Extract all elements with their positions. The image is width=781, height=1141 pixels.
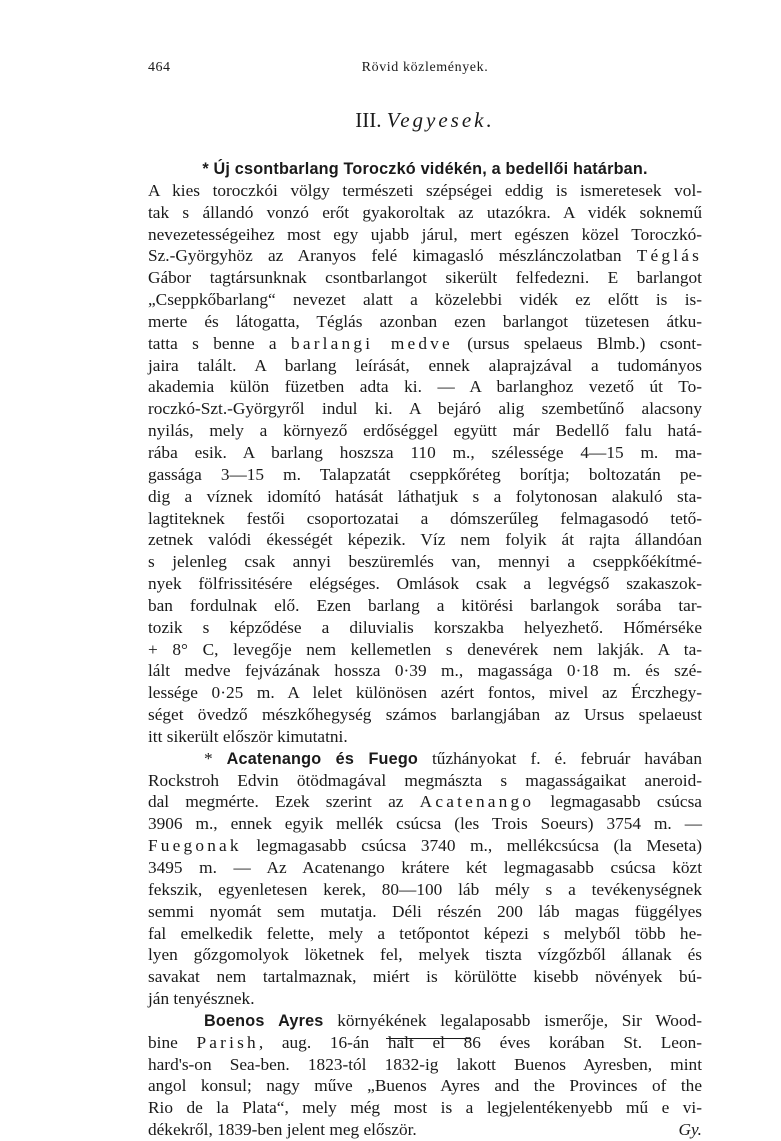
text-run: A kies toroczkói völgy természeti szépségei eddig is ismeretesek vol- xyxy=(148,180,702,200)
section-number: III. xyxy=(355,108,382,132)
text-line xyxy=(148,857,702,879)
text-run: akademia külön füzetben adta ki. — A barlanghoz vezető út To- xyxy=(148,377,702,397)
text-line xyxy=(148,1097,702,1119)
emphasized-text: Fuegonak xyxy=(148,836,242,856)
text-line xyxy=(148,508,702,530)
text-line xyxy=(148,813,702,835)
text-run: s jelenleg csak annyi beszüremlés van, mennyi a cseppkőékítmé- xyxy=(148,552,702,572)
text-line xyxy=(148,944,702,966)
text-line xyxy=(148,551,702,573)
text-line xyxy=(148,355,702,377)
emphasized-text: Parish xyxy=(196,1032,259,1052)
text-run: 3495 m. — Az Acatenango krátere két legmagasabb csúcsa közt xyxy=(148,858,702,877)
text-line xyxy=(148,726,702,748)
text-run: legmagasabb csúcsa 3740 m., mellékcsúcsa (la Meseta) xyxy=(241,836,702,856)
text-line xyxy=(148,901,702,923)
text-line xyxy=(148,835,702,857)
text-line xyxy=(148,311,702,333)
emphasized-text: Téglás xyxy=(636,246,702,266)
bold-heading-text: Acatenango és Fuego xyxy=(226,749,418,768)
text-line xyxy=(148,442,702,464)
text-run: merte és látogatta, Téglás azonban ezen barlangot tüzetesen átku- xyxy=(148,311,702,331)
text-run: séget övedző mészkőhegység számos barlangjában az Ursus spelaeust xyxy=(148,705,702,725)
text-run: tűzhányokat f. é. február havában xyxy=(418,748,702,768)
text-run: tozik s képződése a diluvialis korszakba helyezhető. Hőmérséke xyxy=(148,617,702,637)
text-run: nevezetességeihez most egy ujabb járul, mert egészen közel Toroczkó- xyxy=(148,224,702,244)
end-rule xyxy=(386,1038,470,1039)
text-run: * xyxy=(204,748,227,768)
text-run: nyilás, mely a környező erdőséggel együtt már Bedellő falu hatá- xyxy=(148,421,702,441)
text-line xyxy=(148,1054,702,1076)
text-line xyxy=(148,464,702,486)
text-line xyxy=(148,966,702,988)
text-run: fal emelkedik felette, mely a tetőpontot képezi s melyből több he- xyxy=(148,923,702,943)
text-line xyxy=(148,486,702,508)
text-run: savakat nem tartalmaznak, miért is körülötte kisebb növények bú- xyxy=(148,967,702,987)
article-body xyxy=(148,158,702,1141)
bold-heading-text: * Új csontbarlang Toroczkó vidékén, a bedellői határban. xyxy=(202,160,648,178)
text-run: , aug. 16-án halt el 86 éves korában St. Leon- xyxy=(258,1032,702,1052)
text-run: Rio de la Plata“, mely még most is a legjelentékenyebb mű e vi- xyxy=(148,1098,702,1118)
text-line xyxy=(148,202,702,224)
text-run: ján tenyésznek. xyxy=(148,989,255,1009)
text-line xyxy=(148,529,702,551)
text-run: itt sikerült először kimutatni. xyxy=(148,726,348,746)
text-line xyxy=(148,595,702,617)
text-run: Gábor tagtársunknak csontbarlangot sikerült felfedezni. E barlangot xyxy=(148,268,702,288)
text-run: nyek fölfrissitésére elégséges. Omlások csak a legvégső szakaszok- xyxy=(148,574,702,594)
text-run: + 8° C, levegője nem kellemetlen s denevérek nem lakják. A ta- xyxy=(148,639,702,659)
text-run: jaira talált. A barlang leírását, ennek alaprajzával a tudományos xyxy=(148,355,702,375)
text-line xyxy=(148,923,702,945)
text-run: rába esik. A barlang hoszsza 110 m., szélessége 4—15 m. ma- xyxy=(148,442,702,462)
text-run: Rockstroh Edvin ötödmagával megmászta s magasságaikat aneroid- xyxy=(148,770,702,790)
text-run: „Cseppkőbarlang“ nevezet alatt a közelebbi vidék ez előtt is is- xyxy=(148,290,702,310)
text-line xyxy=(148,289,702,311)
text-run: 3906 m., ennek egyik mellék csúcsa (les Trois Soeurs) 3754 m. — xyxy=(148,814,702,834)
text-run: bine xyxy=(148,1032,197,1052)
text-line xyxy=(148,180,702,202)
text-run: dal megmérte. Ezek szerint az xyxy=(148,792,420,812)
text-line xyxy=(148,879,702,901)
text-run: roczkó-Szt.-Györgyről indul ki. A bejáró alig szembetűnő alacsony xyxy=(148,399,702,419)
text-line xyxy=(148,398,702,420)
text-line xyxy=(148,158,702,180)
text-line xyxy=(148,988,702,1010)
text-run: semmi nyomát sem mutatja. Déli részén 200 láb magas függélyes xyxy=(148,901,702,921)
text-line xyxy=(148,791,702,813)
text-line xyxy=(148,1032,702,1054)
text-line xyxy=(148,660,702,682)
text-run: legmagasabb csúcsa xyxy=(534,792,702,812)
text-run: tak s állandó vonzó erőt gyakoroltak az utazókra. A vidék soknemű xyxy=(148,202,702,222)
page-header xyxy=(148,60,702,80)
section-heading xyxy=(148,108,702,133)
emphasized-text: barlangi medve xyxy=(291,333,453,353)
text-line xyxy=(148,573,702,595)
text-line xyxy=(148,1075,702,1097)
text-run: dig a víznek idomító hatását láthatjuk s a folytonosan alakuló sta- xyxy=(148,486,702,506)
running-head: Rövid közlemények. xyxy=(361,60,489,75)
text-line xyxy=(148,245,702,267)
text-run: lált medve fejvázának hossza 0·39 m., magassága 0·18 m. és szé- xyxy=(148,661,702,681)
text-run: tatta s benne a xyxy=(148,333,291,353)
text-line xyxy=(148,617,702,639)
text-line xyxy=(148,704,702,726)
text-run: lyen gőzgomolyok löketnek fel, melyek tiszta vízgőzből állanak és xyxy=(148,945,702,965)
text-line xyxy=(148,376,702,398)
text-line xyxy=(148,267,702,289)
text-line xyxy=(148,748,702,770)
text-line xyxy=(148,1010,702,1032)
text-line xyxy=(148,639,702,661)
text-line xyxy=(148,1119,702,1141)
text-run: Sz.-Györgyhöz az Aranyos felé kimagasló mészlánczolatban xyxy=(148,246,637,266)
text-run: gassága 3—15 m. Talapzatát cseppkőréteg borítja; boltozatán pe- xyxy=(148,464,702,484)
page-number: 464 xyxy=(148,60,171,75)
text-run: hard's-on Sea-ben. 1823-tól 1832-ig lakott Buenos Ayresben, mint xyxy=(148,1054,702,1074)
author-signature: Gy. xyxy=(678,1120,702,1140)
text-line xyxy=(148,333,702,355)
bold-heading-text: Boenos Ayres xyxy=(204,1011,324,1030)
text-run: angol konsul; nagy műve „Buenos Ayres and the Provinces of the xyxy=(148,1076,702,1096)
text-run: fekszik, egyenletesen kerek, 80—100 láb mély s a tevékenységnek xyxy=(148,879,702,899)
text-line xyxy=(148,224,702,246)
text-run: lessége 0·25 m. A lelet különösen azért fontos, mivel az Érczhegy- xyxy=(148,683,702,703)
text-run: ban fordulnak elő. Ezen barlang a kitörési barlangok sorába tar- xyxy=(148,595,702,615)
text-line xyxy=(148,682,702,704)
emphasized-text: Acatenango xyxy=(419,792,535,812)
text-line xyxy=(148,420,702,442)
text-line xyxy=(148,770,702,792)
text-run: (ursus spelaeus Blmb.) csont- xyxy=(452,333,702,353)
text-run: lagtiteknek festői csoportozatai a dómszerűleg felmagasodó tető- xyxy=(148,508,702,528)
text-run: dékekről, 1839-ben jelent meg először. xyxy=(148,1120,417,1140)
section-title: Vegyesek. xyxy=(386,108,495,132)
text-run: környékének legalaposabb ismerője, Sir Wood- xyxy=(323,1010,702,1030)
text-run: zetnek valódi ékességét képezik. Víz nem folyik át rajta állandóan xyxy=(148,530,702,550)
